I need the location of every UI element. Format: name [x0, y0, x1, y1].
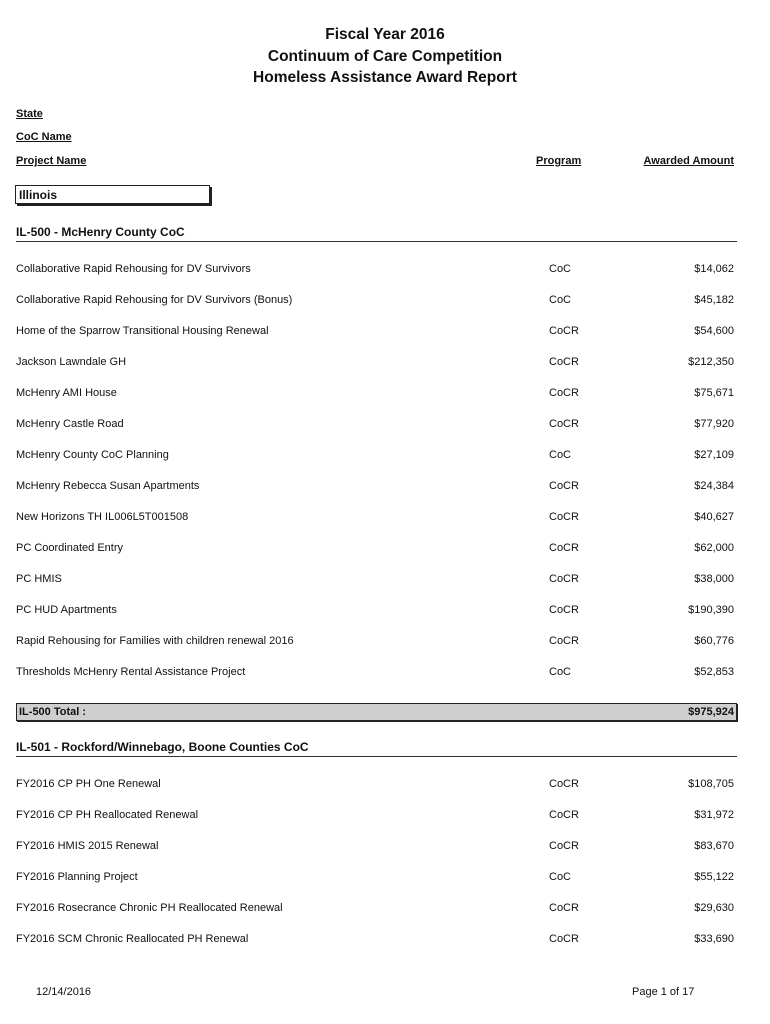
table-row — [16, 509, 737, 525]
project-name: McHenry County CoC Planning — [16, 449, 169, 461]
awarded-amount: $54,600 — [694, 325, 734, 337]
coc-total-label: IL-500 Total : — [19, 706, 87, 718]
project-name: FY2016 CP PH One Renewal — [16, 778, 161, 790]
program-code: CoC — [549, 263, 572, 275]
project-name: Collaborative Rapid Rehousing for DV Survivors — [16, 263, 251, 275]
awarded-amount: $33,690 — [694, 933, 734, 945]
header-awarded-amount: Awarded Amount — [643, 155, 734, 167]
table-row — [16, 633, 737, 649]
awarded-amount: $60,776 — [694, 635, 734, 647]
program-code: CoCR — [549, 325, 579, 337]
table-row — [16, 571, 737, 587]
project-name: McHenry AMI House — [16, 387, 117, 399]
report-title-line-3: Homeless Assistance Award Report — [253, 69, 517, 86]
awarded-amount: $40,627 — [694, 511, 734, 523]
table-row — [16, 323, 737, 339]
table-row — [16, 869, 737, 885]
header-state: State — [16, 108, 43, 120]
program-code: CoCR — [549, 542, 579, 554]
table-row — [16, 261, 737, 277]
program-code: CoCR — [549, 778, 579, 790]
awarded-amount: $190,390 — [688, 604, 734, 616]
program-code: CoCR — [549, 840, 579, 852]
program-code: CoCR — [549, 604, 579, 616]
table-row — [16, 776, 737, 792]
project-name: FY2016 Planning Project — [16, 871, 138, 883]
project-name: PC HUD Apartments — [16, 604, 117, 616]
header-project-name: Project Name — [16, 155, 87, 167]
table-row — [16, 838, 737, 854]
program-code: CoCR — [549, 635, 579, 647]
program-code: CoCR — [549, 933, 579, 945]
awarded-amount: $29,630 — [694, 902, 734, 914]
report-title-line-2: Continuum of Care Competition — [267, 47, 503, 65]
awarded-amount: $14,062 — [694, 263, 734, 275]
project-name: New Horizons TH IL006L5T001508 — [16, 511, 189, 523]
program-code: CoC — [549, 666, 572, 678]
project-name: FY2016 SCM Chronic Reallocated PH Renewal — [16, 933, 249, 945]
awarded-amount: $62,000 — [694, 542, 734, 554]
coc-total-row — [16, 703, 737, 721]
table-row — [16, 478, 737, 494]
report-title — [0, 24, 770, 89]
project-name: McHenry Rebecca Susan Apartments — [16, 480, 200, 492]
footer-date: 12/14/2016 — [36, 986, 92, 998]
project-name: FY2016 Rosecrance Chronic PH Reallocated Renewal — [16, 902, 283, 914]
table-row — [16, 354, 737, 370]
header-coc-name: CoC Name — [16, 131, 72, 143]
project-name: FY2016 CP PH Reallocated Renewal — [16, 809, 199, 821]
table-row — [16, 447, 737, 463]
header-program: Program — [536, 155, 582, 167]
footer-page-number: Page 1 of 17 — [632, 986, 695, 998]
project-name: McHenry Castle Road — [16, 418, 124, 430]
project-name: Home of the Sparrow Transitional Housing Renewal — [16, 325, 269, 337]
project-name: Thresholds McHenry Rental Assistance Project — [16, 666, 246, 678]
table-row — [16, 385, 737, 401]
program-code: CoCR — [549, 809, 579, 821]
project-name: PC HMIS — [16, 573, 62, 585]
coc-heading: IL-500 - McHenry County CoC — [16, 225, 737, 242]
program-code: CoC — [549, 294, 572, 306]
state-label: Illinois — [15, 185, 210, 204]
awarded-amount: $77,920 — [694, 418, 734, 430]
coc-heading: IL-501 - Rockford/Winnebago, Boone Counties CoC — [16, 740, 737, 757]
table-row — [16, 900, 737, 916]
awarded-amount: $38,000 — [694, 573, 734, 585]
awarded-amount: $27,109 — [694, 449, 734, 461]
table-row — [16, 931, 737, 947]
project-name: Jackson Lawndale GH — [16, 356, 127, 368]
program-code: CoCR — [549, 356, 579, 368]
awarded-amount: $75,671 — [694, 387, 734, 399]
program-code: CoCR — [549, 573, 579, 585]
table-row — [16, 416, 737, 432]
program-code: CoCR — [549, 387, 579, 399]
table-row — [16, 602, 737, 618]
table-row — [16, 807, 737, 823]
program-code: CoCR — [549, 418, 579, 430]
table-row — [16, 540, 737, 556]
awarded-amount: $52,853 — [694, 666, 734, 678]
program-code: CoCR — [549, 480, 579, 492]
table-row — [16, 664, 737, 680]
awarded-amount: $83,670 — [694, 840, 734, 852]
project-name: PC Coordinated Entry — [16, 542, 123, 554]
program-code: CoC — [549, 449, 572, 461]
table-row — [16, 292, 737, 308]
program-code: CoC — [549, 871, 572, 883]
project-name: Collaborative Rapid Rehousing for DV Survivors (Bonus) — [16, 294, 293, 306]
awarded-amount: $45,182 — [694, 294, 734, 306]
project-name: Rapid Rehousing for Families with children renewal 2016 — [16, 635, 294, 647]
program-code: CoCR — [549, 902, 579, 914]
awarded-amount: $212,350 — [688, 356, 734, 368]
awarded-amount: $31,972 — [694, 809, 734, 821]
project-name: FY2016 HMIS 2015 Renewal — [16, 840, 159, 852]
awarded-amount: $55,122 — [694, 871, 734, 883]
program-code: CoCR — [549, 511, 579, 523]
awarded-amount: $108,705 — [688, 778, 734, 790]
awarded-amount: $24,384 — [694, 480, 734, 492]
coc-total-amount: $975,924 — [688, 706, 734, 718]
report-title-line-1: Fiscal Year 2016 — [325, 26, 445, 43]
